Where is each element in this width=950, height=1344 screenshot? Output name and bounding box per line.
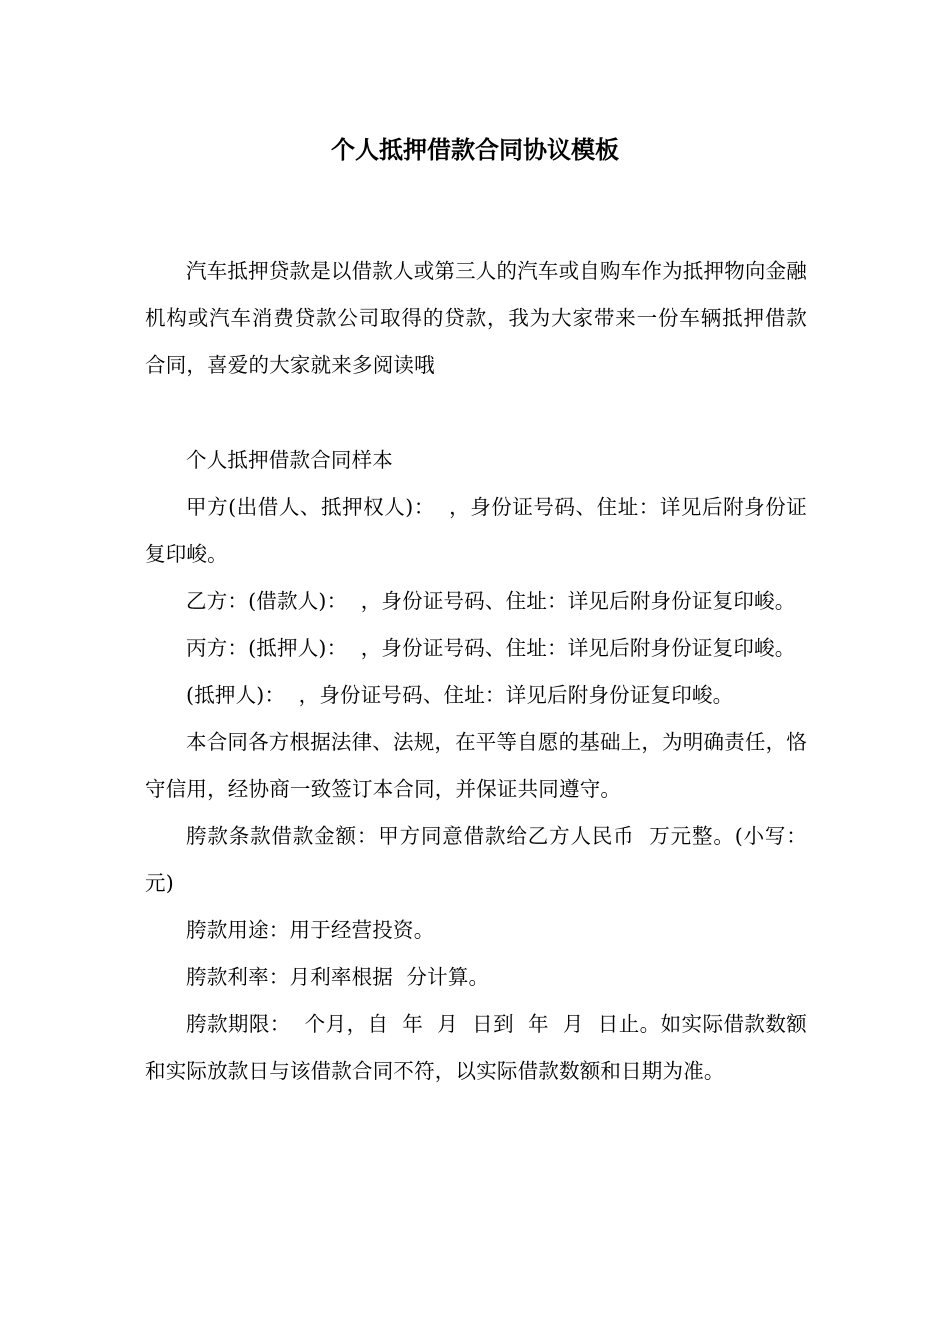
loan-amount-paragraph: 胯款条款借款金额：甲方同意借款给乙方人民币 万元整。(小写： 元)	[145, 824, 821, 895]
loan-purpose-paragraph: 胯款用途：用于经营投资。	[186, 918, 435, 942]
contract-sample-heading: 个人抵押借款合同样本	[186, 448, 393, 472]
loan-term-paragraph: 胯款期限： 个月，自 年 月 日到 年 月 日止。如实际借款数额和实际放款日与该借款合同不符，以实际借款数额和日期为准。	[145, 1012, 807, 1083]
party-a-paragraph: 甲方(出借人、抵押权人)： ，身份证号码、住址：详见后附身份证复印峻。	[145, 495, 807, 566]
party-b-paragraph: 乙方：(借款人)： ，身份证号码、住址：详见后附身份证复印峻。	[186, 589, 796, 613]
document-title: 个人抵押借款合同协议模板	[331, 136, 619, 164]
mortgagor-paragraph: (抵押人)： ，身份证号码、住址：详见后附身份证复印峻。	[186, 683, 734, 707]
party-c-paragraph: 丙方：(抵押人)： ，身份证号码、住址：详见后附身份证复印峻。	[186, 636, 796, 660]
paragraph-spacer	[145, 389, 807, 437]
intro-paragraph: 汽车抵押贷款是以借款人或第三人的汽车或自购车作为抵押物向金融机构或汽车消费贷款公司取得的贷款，我为大家带来一份车辆抵押借款合同，喜爱的大家就来多阅读哦	[145, 259, 807, 377]
loan-rate-paragraph: 胯款利率：月利率根据 分计算。	[186, 965, 490, 989]
document-body	[145, 248, 821, 1095]
agreement-basis-paragraph: 本合同各方根据法律、法规，在平等自愿的基础上，为明确责任，恪守信用，经协商一致签订本合同，并保证共同遵守。	[145, 730, 807, 801]
